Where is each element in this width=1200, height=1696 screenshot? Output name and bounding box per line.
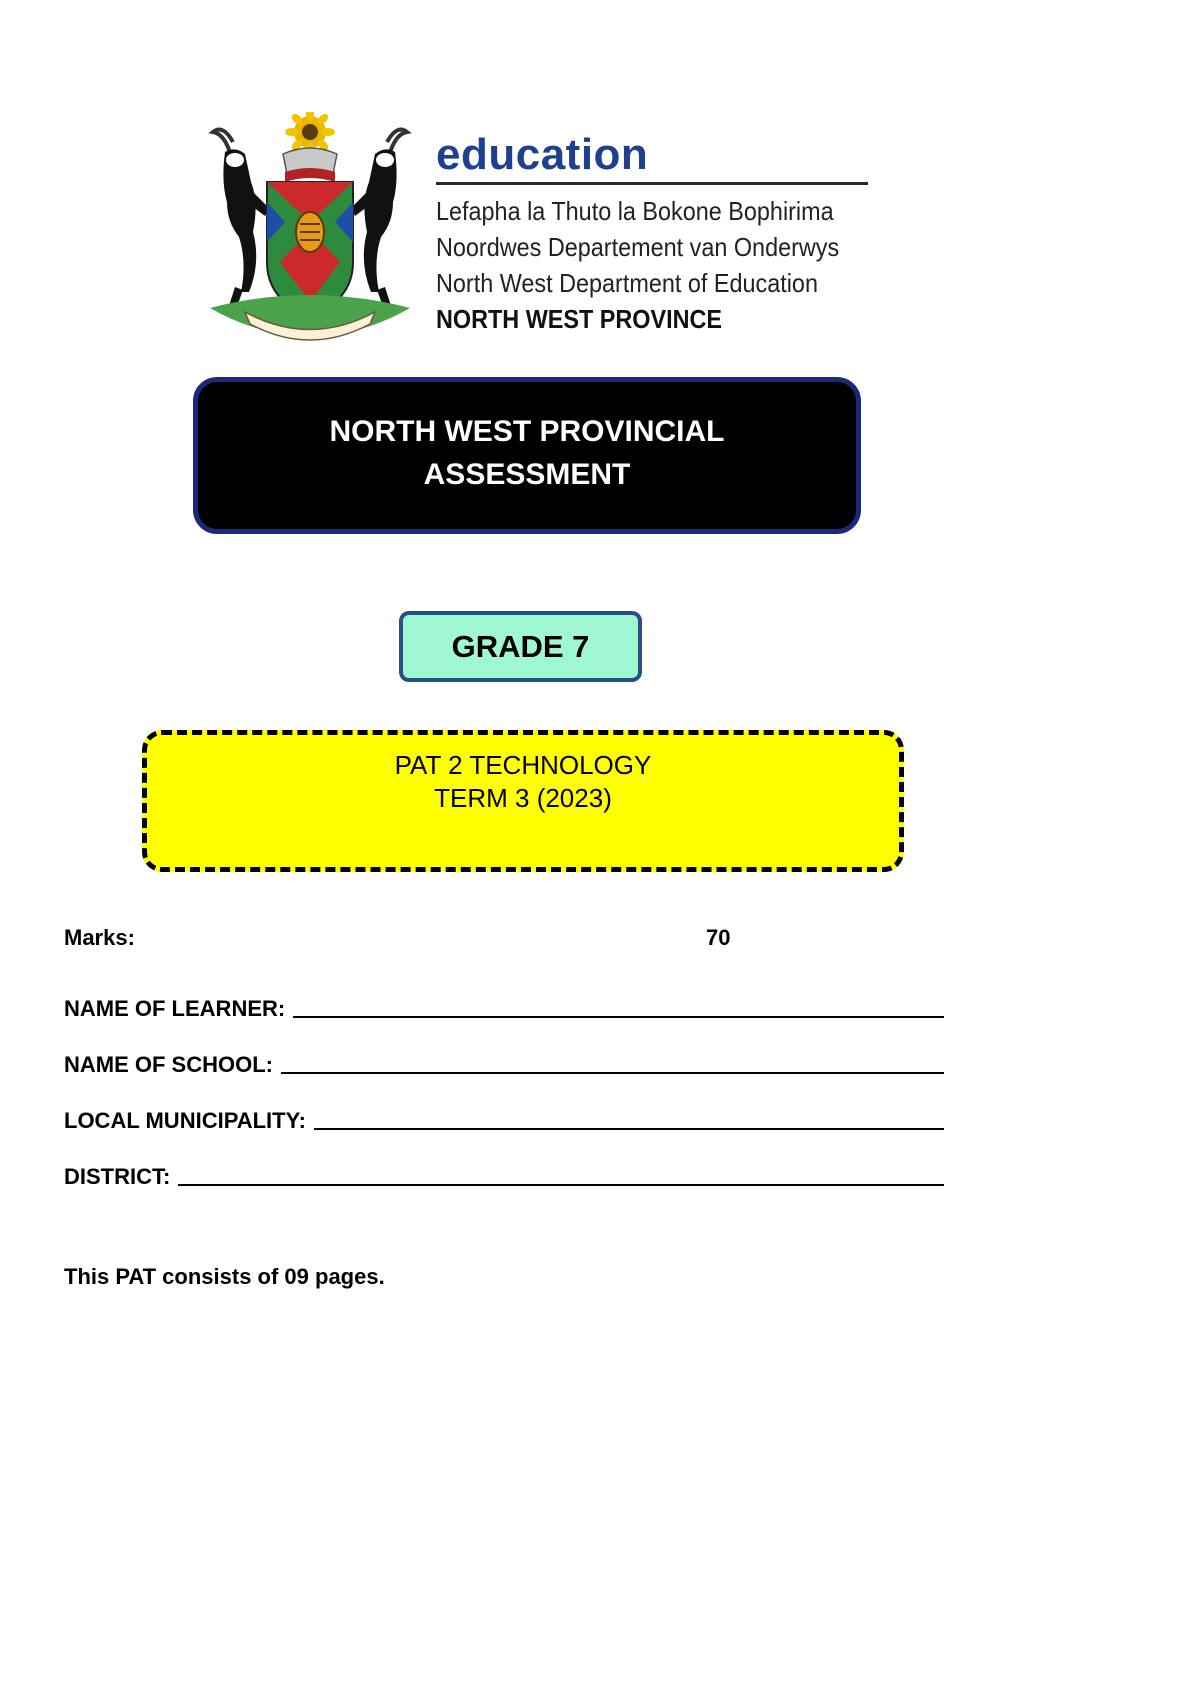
brand-line-english: North West Department of Education xyxy=(436,268,818,298)
learner-name-field[interactable] xyxy=(293,996,944,1018)
marks-value: 70 xyxy=(706,925,731,950)
coat-of-arms-icon xyxy=(205,112,415,348)
school-name-label: NAME OF SCHOOL: xyxy=(64,1052,273,1077)
grade-badge: GRADE 7 xyxy=(399,611,642,682)
district-row xyxy=(64,1134,944,1190)
school-name-field[interactable] xyxy=(281,1052,944,1074)
learner-name-row xyxy=(64,966,944,1022)
municipality-field[interactable] xyxy=(314,1108,944,1130)
assessment-title-line-1: NORTH WEST PROVINCIAL xyxy=(329,415,725,448)
pat-subject-box xyxy=(142,730,904,872)
learner-name-label: NAME OF LEARNER: xyxy=(64,996,286,1021)
district-field[interactable] xyxy=(178,1164,944,1186)
school-name-row xyxy=(64,1022,944,1078)
brand-line-province: NORTH WEST PROVINCE xyxy=(436,304,723,334)
municipality-row xyxy=(64,1078,944,1134)
assessment-title-box xyxy=(193,377,861,534)
assessment-title-line-2: ASSESSMENT xyxy=(423,458,631,491)
district-label: DISTRICT: xyxy=(64,1164,171,1189)
page-count-note: This PAT consists of 09 pages. xyxy=(64,1264,385,1289)
department-branding xyxy=(436,130,868,337)
brand-line-afrikaans: Noordwes Departement van Onderwys xyxy=(436,232,840,262)
pat-subject-line: PAT 2 TECHNOLOGY xyxy=(394,750,652,780)
brand-title: education xyxy=(436,130,649,179)
brand-divider xyxy=(436,182,868,185)
marks-row xyxy=(64,925,944,966)
brand-line-setswana: Lefapha la Thuto la Bokone Bophirima xyxy=(436,196,834,226)
learner-details-form xyxy=(64,925,944,1190)
pat-term-line: TERM 3 (2023) xyxy=(434,783,612,813)
marks-label: Marks: xyxy=(64,925,135,950)
municipality-label: LOCAL MUNICIPALITY: xyxy=(64,1108,306,1133)
